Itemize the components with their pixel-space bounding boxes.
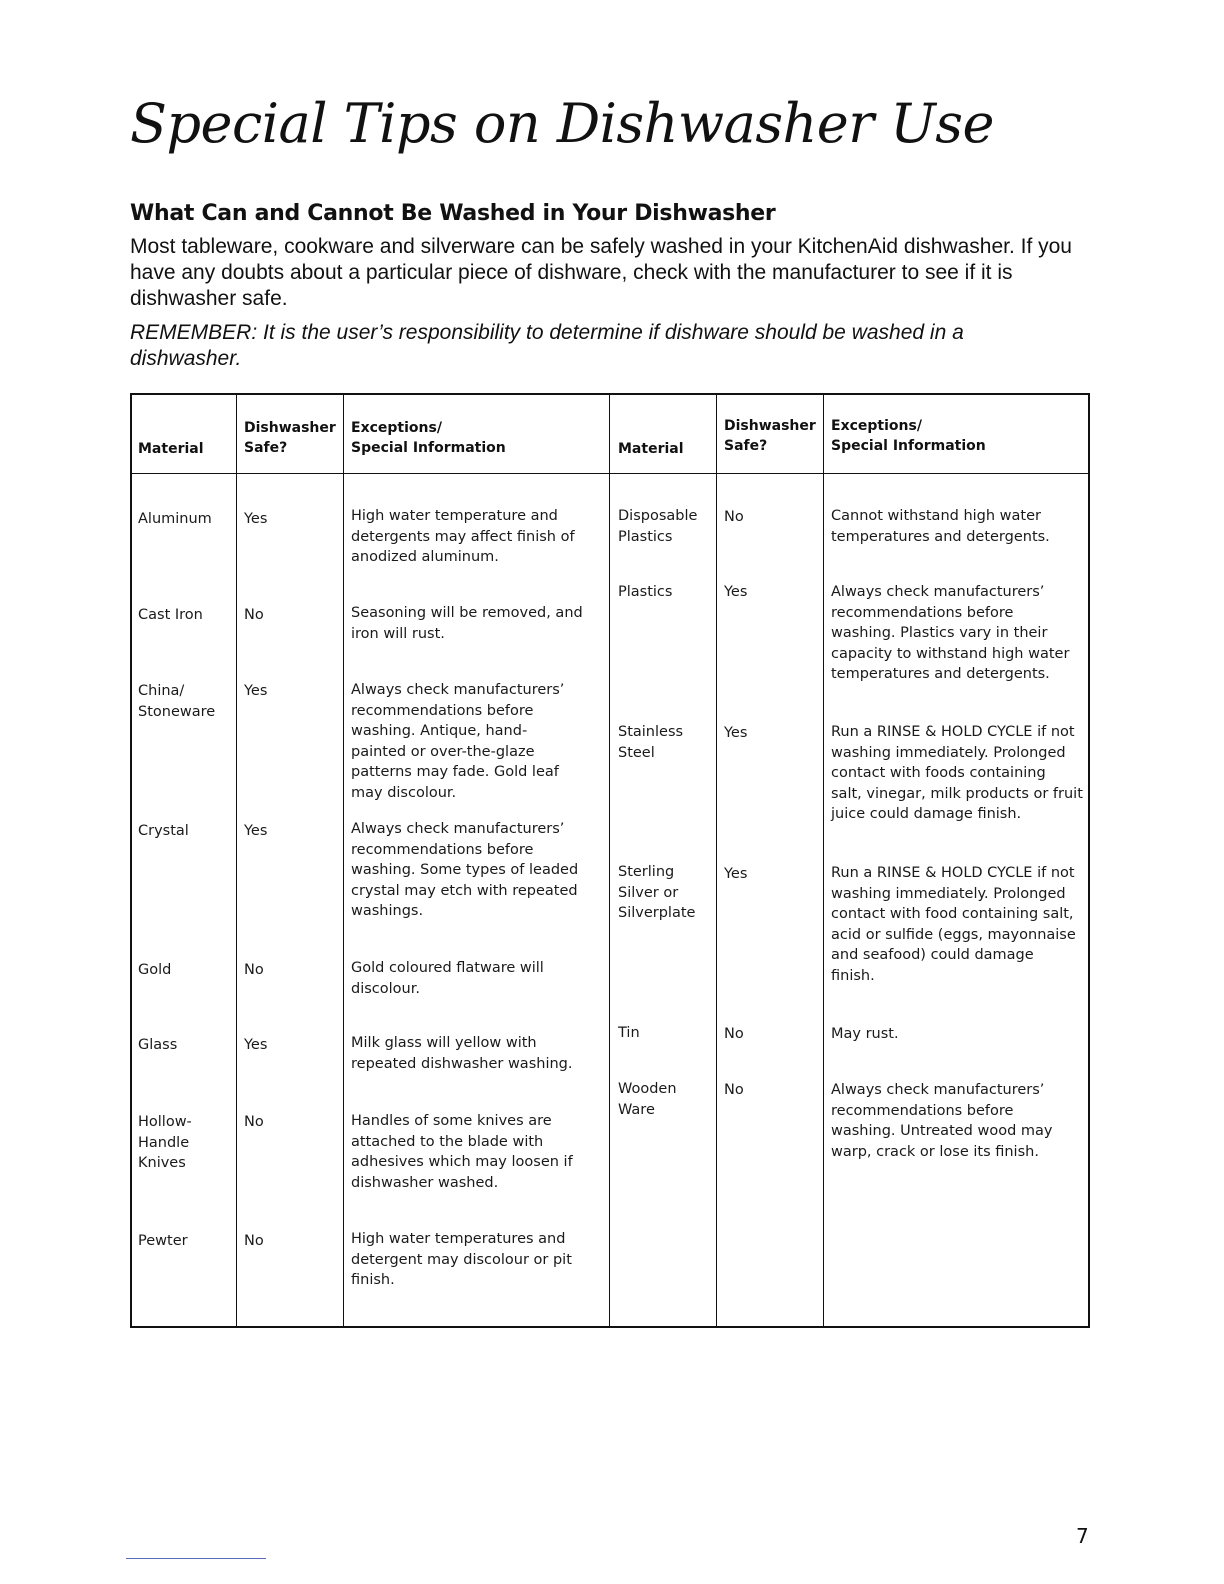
left-material-cast-iron: Cast Iron: [138, 607, 203, 623]
right-info-tin: May rust.: [831, 1026, 899, 1042]
left-safe-cast-iron: No: [244, 607, 264, 623]
right-material-wooden-ware: Wooden Ware: [618, 1081, 677, 1118]
left-safe-crystal: Yes: [244, 823, 268, 839]
header-safe-left-line2: Safe?: [244, 440, 288, 456]
left-safe-pewter: No: [244, 1233, 264, 1249]
page-number: 7: [1076, 1524, 1089, 1548]
header-material-right: Material: [618, 441, 684, 457]
left-info-hollow-handle-knives: Handles of some knives are attached to the blade with adhesives which may loosen if dishwasher washed.: [351, 1113, 573, 1191]
left-safe-gold: No: [244, 962, 264, 978]
left-safe-china: Yes: [244, 683, 268, 699]
column-divider: [236, 395, 237, 1326]
left-material-crystal: Crystal: [138, 823, 189, 839]
header-safe-right-line1: Dishwasher: [724, 418, 816, 434]
left-info-cast-iron: Seasoning will be removed, and iron will rust.: [351, 605, 583, 642]
right-material-sterling-silver: Sterling Silver or Silverplate: [618, 864, 696, 921]
right-safe-stainless-steel: Yes: [724, 725, 748, 741]
left-material-gold: Gold: [138, 962, 172, 978]
column-divider: [823, 395, 824, 1326]
right-safe-tin: No: [724, 1026, 744, 1042]
right-safe-sterling-silver: Yes: [724, 866, 748, 882]
right-info-wooden-ware: Always check manufacturers’ recommendations before washing. Untreated wood may warp, crack or lose its finish.: [831, 1082, 1053, 1160]
left-safe-aluminum: Yes: [244, 511, 268, 527]
column-divider: [609, 395, 610, 1326]
right-info-stainless-steel: Run a RINSE & HOLD CYCLE if not washing immediately. Prolonged contact with foods containing salt, vinegar, milk products or fruit juice could damage finish.: [831, 724, 1083, 822]
right-info-sterling-silver: Run a RINSE & HOLD CYCLE if not washing immediately. Prolonged contact with food containing salt, acid or sulfide (eggs, mayonnaise and seafood) could damage finish.: [831, 865, 1076, 984]
column-divider: [716, 395, 717, 1326]
right-material-tin: Tin: [618, 1025, 640, 1041]
left-material-hollow-handle-knives: Hollow- Handle Knives: [138, 1114, 192, 1171]
header-exceptions-right-line1: Exceptions/: [831, 418, 922, 434]
header-safe-left-line1: Dishwasher: [244, 420, 336, 436]
right-material-disposable-plastics: Disposable Plastics: [618, 508, 698, 545]
header-divider: [132, 473, 1088, 474]
left-material-aluminum: Aluminum: [138, 511, 212, 527]
header-material-left: Material: [138, 441, 204, 457]
right-safe-disposable-plastics: No: [724, 509, 744, 525]
footer-rule: [126, 1558, 266, 1559]
header-exceptions-left-line2: Special Information: [351, 440, 506, 456]
left-material-pewter: Pewter: [138, 1233, 188, 1249]
intro-paragraph: Most tableware, cookware and silverware can be safely washed in your KitchenAid dishwasher. If you have any doubts about a particular piece of dishware, check with the manufacturer to see if it is dishwasher safe.: [130, 235, 1072, 310]
right-safe-plastics: Yes: [724, 584, 748, 600]
page-title: Special Tips on Dishwasher Use: [130, 92, 994, 155]
left-info-gold: Gold coloured flatware will discolour.: [351, 960, 544, 997]
left-info-crystal: Always check manufacturers’ recommendations before washing. Some types of leaded crystal may etch with repeated washings.: [351, 821, 579, 919]
right-info-plastics: Always check manufacturers’ recommendations before washing. Plastics vary in their capacity to withstand high water temperatures and detergents.: [831, 584, 1070, 682]
left-info-glass: Milk glass will yellow with repeated dishwasher washing.: [351, 1035, 573, 1072]
left-info-china: Always check manufacturers’ recommendations before washing. Antique, hand- painted or over-the-glaze patterns may fade. Gold leaf may discolour.: [351, 682, 565, 801]
left-material-china: China/ Stoneware: [138, 683, 216, 720]
right-safe-wooden-ware: No: [724, 1082, 744, 1098]
section-heading: What Can and Cannot Be Washed in Your Dishwasher: [130, 201, 776, 226]
left-safe-hollow-handle-knives: No: [244, 1114, 264, 1130]
right-material-plastics: Plastics: [618, 584, 673, 600]
right-info-disposable-plastics: Cannot withstand high water temperatures and detergents.: [831, 508, 1050, 545]
left-material-glass: Glass: [138, 1037, 178, 1053]
column-divider: [343, 395, 344, 1326]
header-exceptions-right-line2: Special Information: [831, 438, 986, 454]
left-info-pewter: High water temperatures and detergent may discolour or pit finish.: [351, 1231, 572, 1288]
header-safe-right-line2: Safe?: [724, 438, 768, 454]
left-info-aluminum: High water temperature and detergents may affect finish of anodized aluminum.: [351, 508, 575, 565]
right-material-stainless-steel: Stainless Steel: [618, 724, 684, 761]
dishware-table: [130, 393, 1090, 1328]
remember-note: REMEMBER: It is the user’s responsibility to determine if dishware should be washed in a dishwasher.: [130, 321, 964, 370]
header-exceptions-left-line1: Exceptions/: [351, 420, 442, 436]
left-safe-glass: Yes: [244, 1037, 268, 1053]
